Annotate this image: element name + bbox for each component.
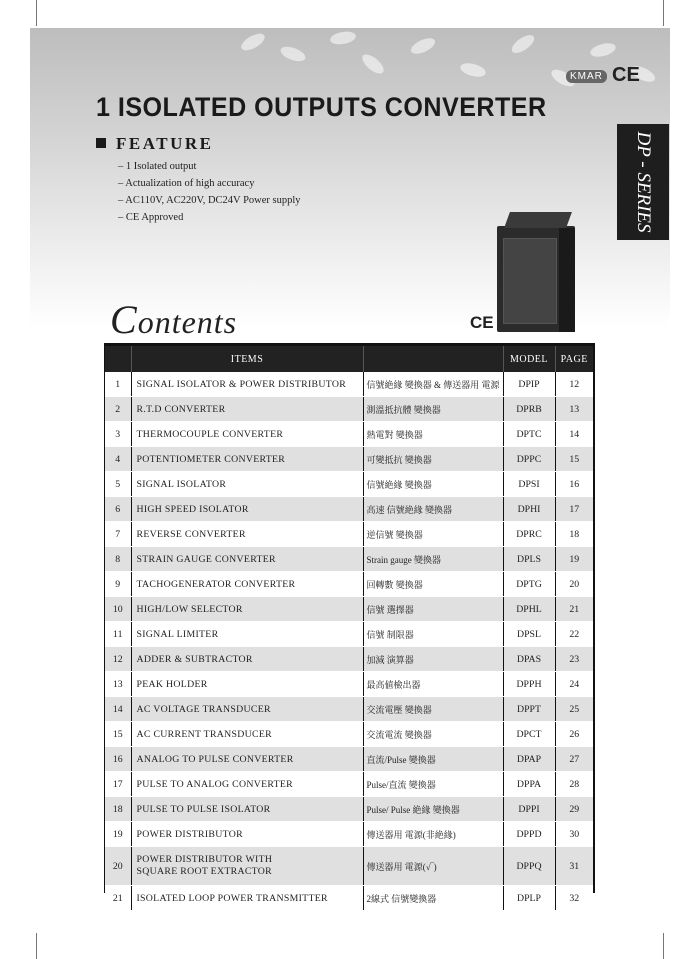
cell-model: DPAP bbox=[503, 747, 555, 772]
contents-table bbox=[105, 346, 593, 911]
cell-num: 12 bbox=[105, 647, 131, 672]
cell-chinese: 信號絶緣 變換器 & 傳送器用 電源 bbox=[363, 372, 503, 397]
cell-model: DPIP bbox=[503, 372, 555, 397]
cell-chinese: 信號絶緣 變換器 bbox=[363, 472, 503, 497]
cell-model: DPHL bbox=[503, 597, 555, 622]
cell-page: 30 bbox=[555, 822, 593, 847]
page-title: 1 ISOLATED OUTPUTS CONVERTER bbox=[96, 92, 547, 122]
cell-num: 3 bbox=[105, 422, 131, 447]
cell-num: 11 bbox=[105, 622, 131, 647]
cell-page: 27 bbox=[555, 747, 593, 772]
table-row bbox=[105, 397, 593, 422]
feature-heading: FEATURE bbox=[96, 134, 213, 154]
cell-num: 4 bbox=[105, 447, 131, 472]
cell-item: POTENTIOMETER CONVERTER bbox=[131, 447, 363, 472]
cell-item: SIGNAL ISOLATOR bbox=[131, 472, 363, 497]
cell-chinese: Strain gauge 變換器 bbox=[363, 547, 503, 572]
cell-item: AC VOLTAGE TRANSDUCER bbox=[131, 697, 363, 722]
table-row bbox=[105, 697, 593, 722]
cell-model: DPHI bbox=[503, 497, 555, 522]
cell-item: R.T.D CONVERTER bbox=[131, 397, 363, 422]
table-row bbox=[105, 747, 593, 772]
cell-num: 19 bbox=[105, 822, 131, 847]
cell-num: 9 bbox=[105, 572, 131, 597]
cell-model: DPPA bbox=[503, 772, 555, 797]
cell-num: 8 bbox=[105, 547, 131, 572]
series-tab bbox=[617, 124, 669, 240]
cell-model: DPCT bbox=[503, 722, 555, 747]
table-row bbox=[105, 797, 593, 822]
header-page: PAGE bbox=[555, 346, 593, 372]
cell-item: PULSE TO PULSE ISOLATOR bbox=[131, 797, 363, 822]
header-model: MODEL bbox=[503, 346, 555, 372]
cell-page: 23 bbox=[555, 647, 593, 672]
cell-chinese: 測溫抵抗體 變換器 bbox=[363, 397, 503, 422]
cell-page: 24 bbox=[555, 672, 593, 697]
header-items: ITEMS bbox=[131, 346, 363, 372]
cell-page: 22 bbox=[555, 622, 593, 647]
cell-chinese: 可變抵抗 變換器 bbox=[363, 447, 503, 472]
cell-num: 14 bbox=[105, 697, 131, 722]
table-row bbox=[105, 597, 593, 622]
table-row bbox=[105, 622, 593, 647]
cell-chinese: 傳送器用 電源(非絶緣) bbox=[363, 822, 503, 847]
cell-chinese: 熱電對 變換器 bbox=[363, 422, 503, 447]
cell-item: THERMOCOUPLE CONVERTER bbox=[131, 422, 363, 447]
cell-chinese: 逆信號 變換器 bbox=[363, 522, 503, 547]
table-row bbox=[105, 372, 593, 397]
cell-page: 25 bbox=[555, 697, 593, 722]
cell-num: 7 bbox=[105, 522, 131, 547]
cell-chinese: 交流電流 變換器 bbox=[363, 722, 503, 747]
cell-item: HIGH SPEED ISOLATOR bbox=[131, 497, 363, 522]
table-row bbox=[105, 672, 593, 697]
cell-chinese: Pulse/ Pulse 絶緣 變換器 bbox=[363, 797, 503, 822]
cell-page: 12 bbox=[555, 372, 593, 397]
cell-model: DPTC bbox=[503, 422, 555, 447]
table-row bbox=[105, 497, 593, 522]
cell-page: 31 bbox=[555, 847, 593, 886]
cell-model: DPPQ bbox=[503, 847, 555, 886]
cell-item: ANALOG TO PULSE CONVERTER bbox=[131, 747, 363, 772]
cell-chinese: 高速 信號絶緣 變換器 bbox=[363, 497, 503, 522]
table-row bbox=[105, 447, 593, 472]
cell-num: 17 bbox=[105, 772, 131, 797]
cell-num: 5 bbox=[105, 472, 131, 497]
cell-chinese: 回轉數 變換器 bbox=[363, 572, 503, 597]
feature-item: – Actualization of high accuracy bbox=[118, 175, 301, 192]
crop-mark bbox=[663, 0, 664, 26]
cell-chinese: 傳送器用 電源(√‾) bbox=[363, 847, 503, 886]
series-tab-label: DP - SERIES bbox=[633, 131, 654, 233]
cell-page: 15 bbox=[555, 447, 593, 472]
cell-model: DPRC bbox=[503, 522, 555, 547]
cell-model: DPPC bbox=[503, 447, 555, 472]
table-row bbox=[105, 472, 593, 497]
cell-chinese: Pulse/直流 變換器 bbox=[363, 772, 503, 797]
square-bullet-icon bbox=[96, 138, 106, 148]
cell-chinese: 信號 選擇器 bbox=[363, 597, 503, 622]
cell-item: STRAIN GAUGE CONVERTER bbox=[131, 547, 363, 572]
cell-item: SIGNAL LIMITER bbox=[131, 622, 363, 647]
cell-chinese: 2線式 信號變換器 bbox=[363, 886, 503, 911]
ce-mark-icon: CE bbox=[470, 313, 494, 332]
cell-model: DPSL bbox=[503, 622, 555, 647]
cell-model: DPPT bbox=[503, 697, 555, 722]
cell-num: 2 bbox=[105, 397, 131, 422]
cell-chinese: 最高値檢出器 bbox=[363, 672, 503, 697]
cell-item: HIGH/LOW SELECTOR bbox=[131, 597, 363, 622]
table-row bbox=[105, 772, 593, 797]
cell-model: DPAS bbox=[503, 647, 555, 672]
table-row bbox=[105, 647, 593, 672]
cell-num: 18 bbox=[105, 797, 131, 822]
cell-item: REVERSE CONVERTER bbox=[131, 522, 363, 547]
cell-item: AC CURRENT TRANSDUCER bbox=[131, 722, 363, 747]
cell-chinese: 直流/Pulse 變換器 bbox=[363, 747, 503, 772]
header-chinese bbox=[363, 346, 503, 372]
cell-model: DPLP bbox=[503, 886, 555, 911]
contents-heading: Contents bbox=[110, 297, 238, 342]
table-header-row bbox=[105, 346, 593, 372]
cell-model: DPPD bbox=[503, 822, 555, 847]
feature-list bbox=[118, 158, 301, 226]
cell-page: 19 bbox=[555, 547, 593, 572]
table-row bbox=[105, 847, 593, 886]
cell-chinese: 信號 制限器 bbox=[363, 622, 503, 647]
cell-num: 16 bbox=[105, 747, 131, 772]
table-row bbox=[105, 547, 593, 572]
cell-num: 13 bbox=[105, 672, 131, 697]
cell-num: 1 bbox=[105, 372, 131, 397]
cell-page: 20 bbox=[555, 572, 593, 597]
table-row bbox=[105, 822, 593, 847]
cell-page: 26 bbox=[555, 722, 593, 747]
cell-page: 14 bbox=[555, 422, 593, 447]
cell-model: DPLS bbox=[503, 547, 555, 572]
crop-mark bbox=[36, 0, 37, 26]
cell-model: DPPH bbox=[503, 672, 555, 697]
cell-model: DPTG bbox=[503, 572, 555, 597]
cell-page: 16 bbox=[555, 472, 593, 497]
header-num bbox=[105, 346, 131, 372]
table-row bbox=[105, 422, 593, 447]
cell-page: 29 bbox=[555, 797, 593, 822]
feature-item: – AC110V, AC220V, DC24V Power supply bbox=[118, 192, 301, 209]
cell-num: 15 bbox=[105, 722, 131, 747]
cell-num: 21 bbox=[105, 886, 131, 911]
crop-mark bbox=[36, 933, 37, 959]
cell-num: 10 bbox=[105, 597, 131, 622]
cell-item: POWER DISTRIBUTOR WITH SQUARE ROOT EXTRACTOR bbox=[131, 847, 363, 886]
cell-item: POWER DISTRIBUTOR bbox=[131, 822, 363, 847]
table-row bbox=[105, 722, 593, 747]
cell-model: DPPI bbox=[503, 797, 555, 822]
cell-page: 32 bbox=[555, 886, 593, 911]
cell-page: 28 bbox=[555, 772, 593, 797]
brand-logo: KMAR bbox=[566, 70, 607, 83]
feature-item: – CE Approved bbox=[118, 209, 301, 226]
cell-page: 13 bbox=[555, 397, 593, 422]
cell-page: 17 bbox=[555, 497, 593, 522]
cell-model: DPRB bbox=[503, 397, 555, 422]
feature-item: – 1 Isolated output bbox=[118, 158, 301, 175]
cell-chinese: 交流電壓 變換器 bbox=[363, 697, 503, 722]
cell-page: 18 bbox=[555, 522, 593, 547]
table-row bbox=[105, 572, 593, 597]
table-row bbox=[105, 886, 593, 911]
cell-item: ADDER & SUBTRACTOR bbox=[131, 647, 363, 672]
cell-num: 20 bbox=[105, 847, 131, 886]
table-row bbox=[105, 522, 593, 547]
cell-num: 6 bbox=[105, 497, 131, 522]
cell-item: PULSE TO ANALOG CONVERTER bbox=[131, 772, 363, 797]
cell-item: TACHOGENERATOR CONVERTER bbox=[131, 572, 363, 597]
cell-item: ISOLATED LOOP POWER TRANSMITTER bbox=[131, 886, 363, 911]
cell-item: SIGNAL ISOLATOR & POWER DISTRIBUTOR bbox=[131, 372, 363, 397]
cell-item: PEAK HOLDER bbox=[131, 672, 363, 697]
cell-page: 21 bbox=[555, 597, 593, 622]
ce-mark-icon: CE bbox=[612, 64, 640, 86]
crop-mark bbox=[663, 933, 664, 959]
product-image bbox=[497, 226, 575, 332]
cell-model: DPSI bbox=[503, 472, 555, 497]
cell-chinese: 加減 演算器 bbox=[363, 647, 503, 672]
